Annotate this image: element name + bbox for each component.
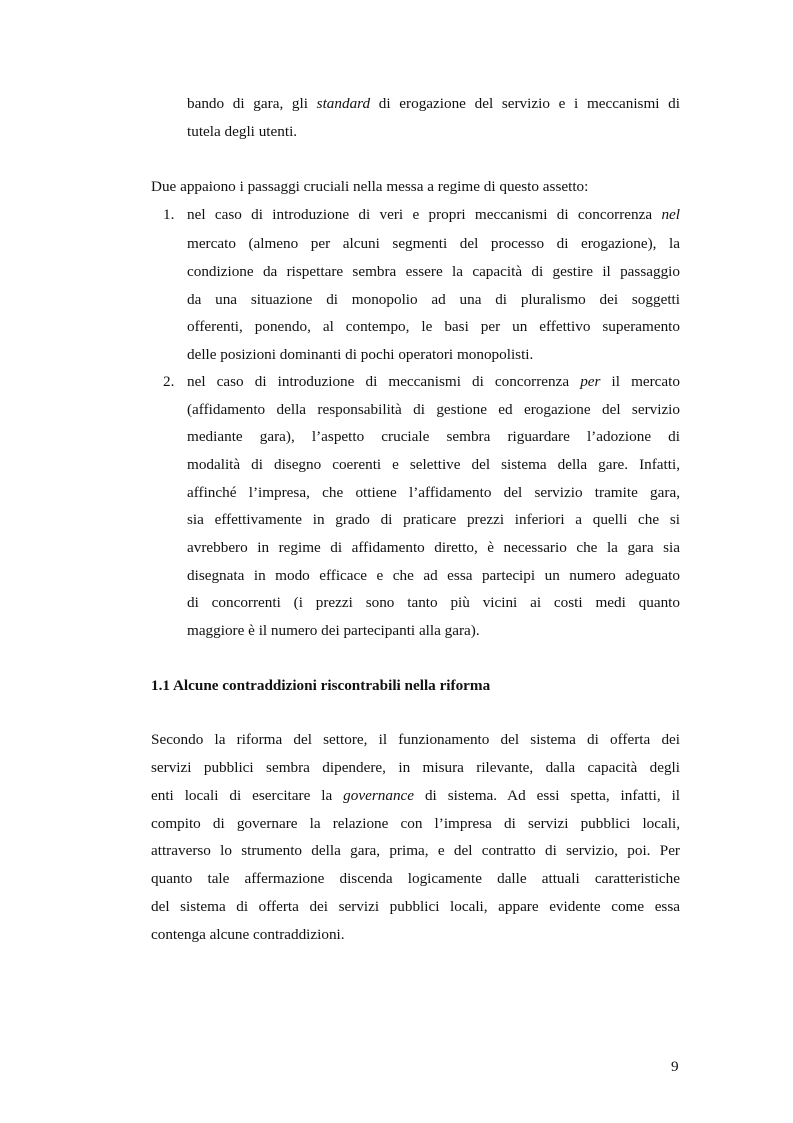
intro-continuation [187, 94, 680, 154]
text-line: del sistema di offerta dei servizi pubblici locali, appare evidente come essa [151, 898, 680, 915]
list-item [187, 372, 680, 642]
text-line: delle posizioni dominanti di pochi operatori monopolisti. [187, 346, 534, 363]
text-line: attraverso lo strumento della gara, prima, e del contratto di servizio, poi. Per [151, 842, 680, 859]
page-number: 9 [671, 1058, 679, 1075]
section-heading: 1.1 Alcune contraddizioni riscontrabili nella riforma [151, 677, 491, 694]
text-line: servizi pubblici sembra dipendere, in misura rilevante, dalla capacità degli [151, 759, 680, 776]
text-line: nel caso di introduzione di meccanismi di concorrenza per il mercato [187, 373, 680, 390]
text-line: Secondo la riforma del settore, il funzionamento del sistema di offerta dei [151, 731, 680, 748]
text-line: mercato (almeno per alcuni segmenti del processo di erogazione), la [187, 235, 680, 252]
text-line: affinché l’impresa, che ottiene l’affidamento del servizio tramite gara, [187, 484, 680, 501]
text-line: contenga alcune contraddizioni. [151, 926, 345, 943]
text-line: avrebbero in regime di affidamento diretto, è necessario che la gara sia [187, 539, 680, 556]
lead-sentence: Due appaiono i passaggi cruciali nella messa a regime di questo assetto: [151, 178, 589, 195]
text-line: quanto tale affermazione discenda logicamente dalle attuali caratteristiche [151, 870, 680, 887]
list-item [187, 205, 680, 365]
text-line: mediante gara), l’aspetto cruciale sembra riguardare l’adozione di [187, 428, 680, 445]
text-line: bando di gara, gli standard di erogazione del servizio e i meccanismi di [187, 95, 680, 112]
list-number: 2. [163, 373, 175, 390]
text-line: condizione da rispettare sembra essere la capacità di gestire il passaggio [187, 263, 680, 280]
text-line: maggiore è il numero dei partecipanti alla gara). [187, 622, 480, 639]
body-paragraph [151, 730, 680, 950]
text-line: disegnata in modo efficace e che ad essa partecipi un numero adeguato [187, 567, 680, 584]
text-line: (affidamento della responsabilità di gestione ed erogazione del servizio [187, 401, 680, 418]
list-number: 1. [163, 206, 175, 223]
text-line: compito di governare la relazione con l’impresa di servizi pubblici locali, [151, 815, 680, 832]
text-line: offerenti, ponendo, al contempo, le basi per un effettivo superamento [187, 318, 680, 335]
text-line: modalità di disegno coerenti e selettive del sistema della gare. Infatti, [187, 456, 680, 473]
text-line: nel caso di introduzione di veri e propri meccanismi di concorrenza nel [187, 206, 680, 223]
text-line: tutela degli utenti. [187, 123, 298, 140]
text-line: enti locali di esercitare la governance di sistema. Ad essi spetta, infatti, il [151, 787, 681, 804]
text-line: di concorrenti (i prezzi sono tanto più vicini ai costi medi quanto [187, 594, 680, 611]
text-line: sia effettivamente in grado di praticare prezzi inferiori a quelli che si [187, 511, 680, 528]
text-line: da una situazione di monopolio ad una di pluralismo dei soggetti [187, 291, 680, 308]
